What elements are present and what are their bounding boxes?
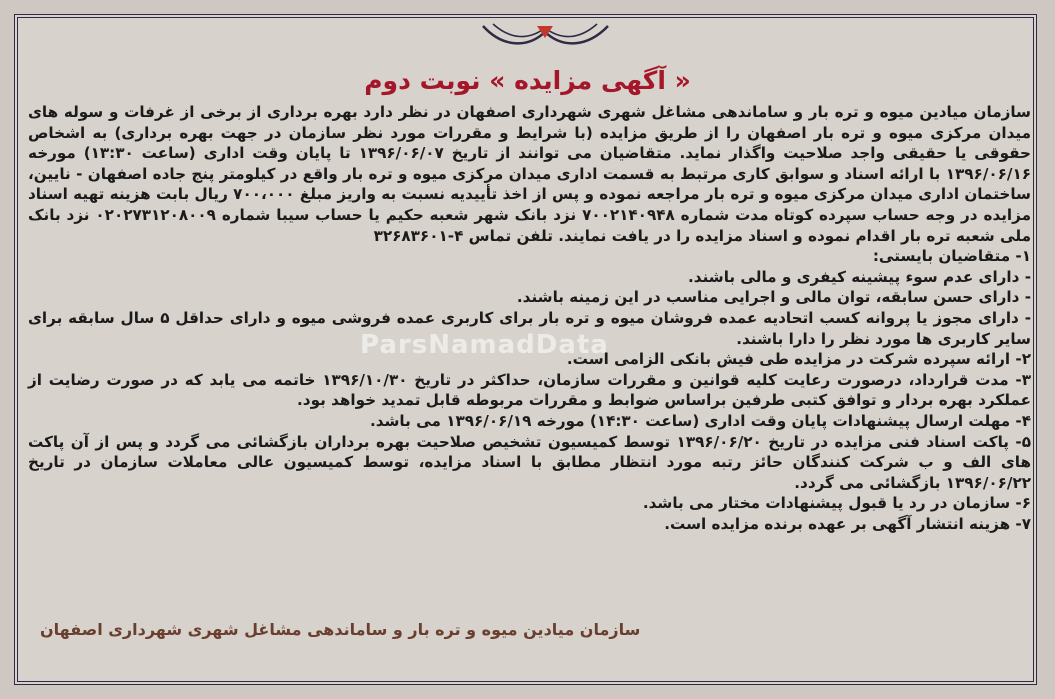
list-item: ۶- سازمان در رد یا قبول پیشنهادات مختار می باشد. — [642, 494, 1031, 513]
ornament-icon — [473, 18, 618, 52]
list-item: - دارای مجوز یا پروانه کسب اتحادیه عمده فروشان میوه و تره بار برای کاربری عمده فروشی میوه و دارای حداقل ۵ سال سابقه برای سایر کاربری ها مورد نظر را دارا باشند. — [28, 308, 1032, 348]
list-item: - دارای حسن سابقه، توان مالی و اجرایی مناسب در این زمینه باشند. — [516, 288, 1031, 307]
list-item: ۵- پاکت اسناد فنی مزایده در تاریخ ۱۳۹۶/۰۶/۲۰ توسط کمیسیون تشخیص صلاحیت بهره برداران بازگشائی می گردد و پس از آن پاکت های الف و ب شرکت کنندگان حائز رتبه مورد انتظار مطابق با اسناد مزایده، توسط کمیسیون عالی معاملات سازمان در تاریخ ۱۳۹۶/۰۶/۲۲ بازگشائی می گردد. — [28, 432, 1032, 492]
watermark: ParsNamadData — [360, 330, 609, 360]
list-item: - دارای عدم سوء پیشینه کیفری و مالی باشند. — [688, 267, 1031, 286]
list-item: ۷- هزینه انتشار آگهی بر عهده برنده مزایده است. — [664, 514, 1031, 533]
list-item: ۱- متقاضیان بایستی: — [872, 247, 1031, 266]
ad-body — [28, 102, 1031, 534]
issuer-signature: سازمان میادین میوه و تره بار و ساماندهی مشاغل شهری شهرداری اصفهان — [40, 620, 641, 639]
list-item: ۲- ارائه سپرده شرکت در مزایده طی فیش بانکی الزامی است. — [566, 350, 1031, 369]
list-item: ۳- مدت قرارداد، درصورت رعایت کلیه قوانین و مقررات سازمان، حداکثر در تاریخ ۱۳۹۶/۱۰/۳۰ خاتمه می یابد که در صورت رضایت از عملکرد بهره بردار و توافق کتبی طرفین براساس ضوابط و مقررات مربوطه قابل تمدید خواهد بود. — [28, 370, 1032, 410]
intro-paragraph: سازمان میادین میوه و تره بار و ساماندهی مشاغل شهری شهرداری اصفهان در نظر دارد بهره برداری از برخی از غرفات و سوله های میدان مرکزی میوه و تره بار اصفهان را از طریق مزایده (با شرایط و مقررات مورد نظر سازمان در جهت بهره برداری) به اشخاص حقوقی یا حقیقی واجد صلاحیت واگذار نماید. متقاضیان می توانند از تاریخ ۱۳۹۶/۰۶/۰۷ تا پایان وقت اداری (ساعت ۱۳:۳۰) مورخه ۱۳۹۶/۰۶/۱۶ با ارائه اسناد و سوابق کاری مرتبط به قسمت اداری میدان مرکزی میوه و تره بار واقع در کیلومتر پنج جاده اصفهان - نایین، ساختمان اداری میدان مرکزی میوه و تره بار مراجعه نموده و پس از اخذ تأییدیه نسبت به واریز مبلغ ۷۰۰،۰۰۰ ریال بابت هزینه تهیه اسناد مزایده در وجه حساب سپرده کوتاه مدت شماره ۷۰۰۲۱۴۰۹۴۸ نزد بانک شهر شعبه حکیم یا حساب سیبا شماره ۰۲۰۲۷۳۱۲۰۸۰۰۹ نزد بانک ملی شعبه تره بار اقدام نموده و اسناد مزایده را در یافت نمایند. تلفن تماس ۴-۳۲۶۸۳۶۰۱ — [28, 103, 1031, 245]
ad-title: « آگهی مزایده » نوبت دوم — [364, 66, 691, 95]
list-item: ۴- مهلت ارسال پیشنهادات پایان وقت اداری (ساعت ۱۴:۳۰) مورخه ۱۳۹۶/۰۶/۱۹ می باشد. — [369, 411, 1031, 430]
